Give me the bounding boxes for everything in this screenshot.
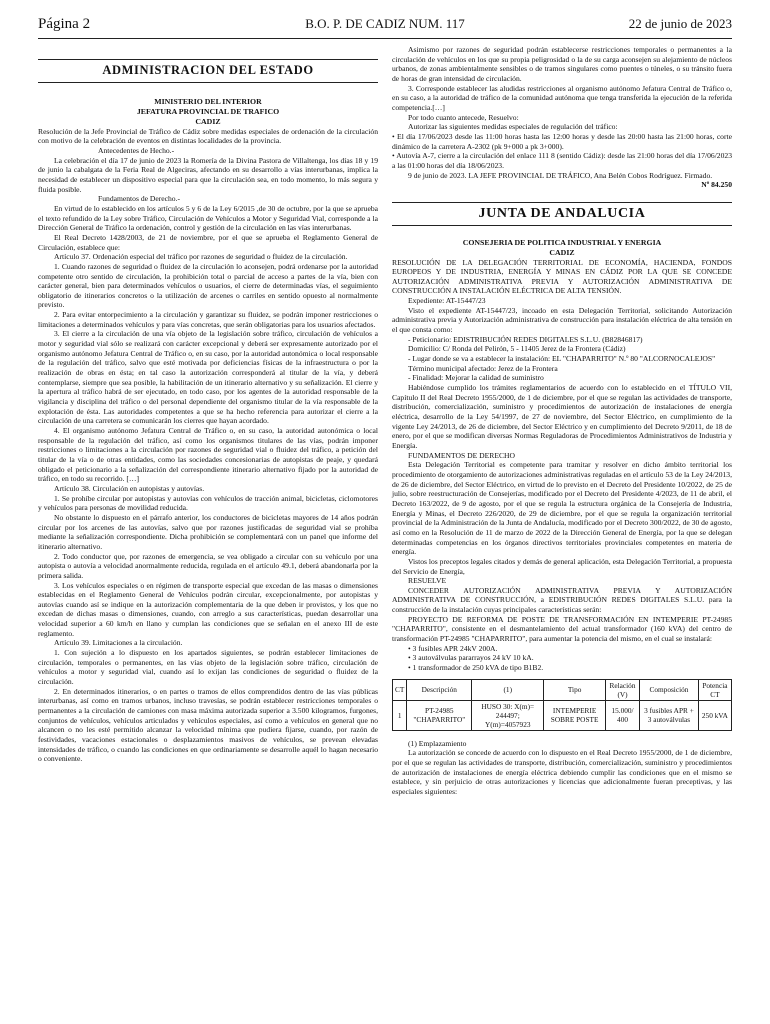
bullet-item: • 1 transformador de 250 kVA de tipo B1B2. <box>408 663 544 673</box>
office-city: CADIZ <box>195 116 221 126</box>
left-column <box>38 45 378 797</box>
paragraph: Visto el expediente AT-15447/23, incoado en esta Delegación Territorial, solicitando Autorización administrativa previa y Autorización administrativa de construcción para instalación eléctrica de alta tensión en el que consta como: <box>392 305 732 335</box>
table-header-cell: Composición <box>640 679 699 700</box>
page-number: Página 2 <box>38 16 91 32</box>
paragraph: - Lugar donde se va a establecer la instalación: EL "CHAPARRITO" N.º 80 "ALCORNOCALEJOS" <box>408 354 716 364</box>
table-cell: HUSO 30: X(m)= 244497; Y(m)=4057923 <box>472 700 544 730</box>
table-cell: 15.000/ 400 <box>605 700 639 730</box>
table-cell: 250 kVA <box>698 700 731 730</box>
table-cell: PT-24985 "CHAPARRITO" <box>407 700 472 730</box>
paragraph: Expediente: AT-15447/23 <box>408 296 486 306</box>
bullet-item: • 3 fusibles APR 24kV 200A. <box>408 643 498 653</box>
table-header-row <box>393 679 732 700</box>
paragraph: 1. Se prohíbe circular por autopistas y autovías con vehículos de tracción animal, bicicletas, ciclomotores y vehículos para personas de movilidad reducida. <box>38 493 378 513</box>
paragraph: Vistos los preceptos legales citados y demás de general aplicación, esta Delegación Territorial, a propuesta del Servicio de Energía, <box>392 556 732 576</box>
heading-fundamentos: Fundamentos de Derecho.- <box>98 194 181 204</box>
bullet-item: • El día 17/06/2023 desde las 11:00 horas hasta las 12:00 horas y desde las 20:00 hasta las 21:00 horas, corte dinámico de la carretera A-2302 (pk 9+000 a pk 3+000). <box>392 131 732 151</box>
paragraph: 1. Cuando razones de seguridad o fluidez de la circulación lo aconsejen, podrá ordenarse por la autoridad competente otro sentido de circulación, la prohibición total o parcial de acceso a partes de la vía, bien con carácter general, bien para determinados vehículos o usuarios, el cierre de determinadas vías, el seguimiento obligatorio de itinerarios concretos o la utilización de arcenes o carriles en sentido opuesto al normalmente previsto. <box>38 261 378 310</box>
article-37-heading: Artículo 37. Ordenación especial del tráfico por razones de seguridad o fluidez de la circulación. <box>54 252 348 262</box>
paragraph: (1) Emplazamiento <box>408 738 467 748</box>
paragraph: Término municipal afectado: Jerez de la Frontera <box>408 363 558 373</box>
table-header-cell: Relación (V) <box>605 679 639 700</box>
paragraph: La autorización se concede de acuerdo con lo dispuesto en el Real Decreto 1955/2000, de 1 de diciembre, por el que se regulan las actividades de transporte, distribución, comercialización, suministro y procedimientos de autorización de instalaciones de energía eléctrica debiendo cumplir las condiciones que en el mismo se establece, y sin perjuicio de otras autorizaciones y licencias que adicionalmente fueran preceptivas, y las especiales siguientes: <box>392 748 732 796</box>
content-columns <box>38 45 732 797</box>
paragraph: Esta Delegación Territorial es competente para tramitar y resolver en dicho ámbito territorial los procedimiento de otorgamiento de autorizaciones administrativas reguladas en el artículo 53 de la Ley 24/2013, de 26 de diciembre, del Sector Eléctrico, en virtud de lo previsto en el Decreto del Presidente 10/2022, de 25 de julio, sobre reestructuración de Consejerías, modificado por el Decreto del Presidente 4/2023, de 11 de abril, el Decreto 163/2022, de 9 de agosto, por el que se regula la estructura orgánica de la Consejería de Industria, Energía y Minas, el Decreto 226/2020, de 29 de diciembre, por el que se regula la organización territorial provincial de la Administración de la Junta de Andalucía, modificado por el Decreto 300/2022, de 30 de agosto, así como en la Resolución de 11 de marzo de 2022 de la Dirección General de Energía, por la que se delegan determinadas competencias en los órganos directivos territoriales provinciales competentes en materia de energía. <box>392 460 732 557</box>
ministry-title: MINISTERIO DEL INTERIOR <box>154 96 262 106</box>
article-38-heading: Artículo 38. Circulación en autopistas y autovías. <box>54 483 205 493</box>
paragraph: 1. Con sujeción a lo dispuesto en los apartados siguientes, se podrán establecer limitaciones de circulación, temporales o permanentes, en las vías objeto de la legislación sobre tráfico, circulación de vehículos a motor y seguridad vial, cuando así lo exijan las condiciones de seguridad o fluidez de la circulación. <box>38 648 378 687</box>
publication-name: B.O. P. DE CADIZ NUM. 117 <box>305 16 465 31</box>
paragraph: Habiéndose cumplido los trámites reglamentarios de acuerdo con lo establecido en el TÍTULO VII, Capítulo II del Real Decreto 1955/2000, de 1 de diciembre, por el que se regulan las actividades de transporte, distribución, comercialización, suministro y procedimientos de autorización de instalaciones de energía eléctrica, desarrollo de la Ley 54/1997, de 27 de noviembre, del Sector Eléctrico, en cumplimiento de la vigente Ley 24/2013, de 26 de diciembre, del Sector Eléctrico y en cumplimiento del Decreto 9/2011, de 18 de enero, por el que se modifican diversas Normas Reguladoras de Procedimientos Administrativos de Industria y Energía. <box>392 383 732 450</box>
transformer-table <box>392 679 732 731</box>
paragraph: 3. Los vehículos especiales o en régimen de transporte especial que excedan de las masas o dimensiones establecidas en el Reglamento General de Vehículos podrán circular, excepcionalmente, por autopistas y autovías cuando así se indique en la autorización complementaria de la que deben ir provistos, y los que no excedan de dichas masas o dimensiones, cuando, con arreglo a sus características, puedan desarrollar una velocidad superior a 60 km/h en llano y cumplan las condiciones que se señalan en el anexo III de este reglamento. <box>38 580 378 638</box>
publication-date: 22 de junio de 2023 <box>628 16 732 31</box>
heading-fundamentos-derecho: FUNDAMENTOS DE DERECHO <box>408 450 516 460</box>
council-title: CONSEJERIA DE POLITICA INDUSTRIAL Y ENERGIA <box>462 237 662 247</box>
section-title-estado: ADMINISTRACION DEL ESTADO <box>38 59 378 83</box>
heading-antecedentes: Antecedentes de Hecho.- <box>98 145 175 155</box>
paragraph: En virtud de lo establecido en los artículos 5 y 6 de la Ley 6/2015 ,de 30 de octubre, por la que se aprueba el texto refundido de la Ley sobre Tráfico, Circulación de Vehículos a Motor y Seguridad Vial, corresponde a la Dirección General de Tráfico la ordenación, control y gestión de la circulación en las vías interurbanas. <box>38 203 378 233</box>
notice-number: Nº 84.250 <box>701 180 732 190</box>
table-header-cell: Potencia CT <box>698 679 731 700</box>
paragraph: 2. En determinados itinerarios, o en partes o tramos de ellos comprendidos dentro de las vías públicas interurbanas, así como en tramos urbanos, incluso travesías, se podrán establecer restricciones temporales o permanentes a la circulación de camiones con masa máxima autorizada superior a 3.500 kilogramos, furgones, conjuntos de vehículos, vehículos articulados y vehículos especiales, así como a vehículos en general que no alcancen o no les esté permitido alcanzar la velocidad mínima que pudiera fijarse, cuando, por razón de festividades, vacaciones estacionales o desplazamientos masivos de vehículos, se prevean elevadas intensidades de tráfico, o cuando las condiciones en que ordinariamente se desarrolle aquél lo hagan necesario o conveniente. <box>38 686 378 764</box>
paragraph: - Peticionario: EDISTRIBUCIÓN REDES DIGITALES S.L.U. (B82846817) <box>408 334 643 344</box>
table-header-cell: Descripción <box>407 679 472 700</box>
paragraph: 3. Corresponde establecer las aludidas restricciones al organismo autónomo Jefatura Central de Tráfico o, en su caso, a la autoridad de tráfico de la comunidad autónoma que tenga transferida la ejecución de la referida competencia.[…] <box>392 83 732 112</box>
paragraph: - Finalidad: Mejorar la calidad de suministro <box>408 373 544 383</box>
right-column <box>392 45 732 797</box>
table-cell: 3 fusibles APR + 3 autoválvulas <box>640 700 699 730</box>
paragraph: La celebración el día 17 de junio de 2023 la Romería de la Divina Pastora de Villaltenga, los días 18 y 19 de junio la cabalgata de la Feria Real de Algeciras, afectando en su desarrollo a vías interurbanas, implica la necesidad de establecer un dispositivo especial para que la circulación sea, en todo momento, lo más segura y fluida posible. <box>38 155 378 194</box>
section-title-junta: JUNTA DE ANDALUCIA <box>392 202 732 226</box>
office-title: JEFATURA PROVINCIAL DE TRAFICO <box>136 106 280 116</box>
table-cell: 1 <box>393 700 407 730</box>
signature: 9 de junio de 2023. LA JEFE PROVINCIAL DE TRÁFICO, Ana Belén Cobos Rodríguez. Firmado. <box>408 170 713 180</box>
paragraph: PROYECTO DE REFORMA DE POSTE DE TRANSFORMACIÓN EN INTEMPERIE PT-24985 "CHAPARRITO", consistente en el desmantelamiento del actual transformador (160 kVA) del centro de transformación PT-24985 "CHAPARRITO", para aumentar la potencia del mismo, en el cual se instalará: <box>392 614 732 644</box>
page-header <box>38 14 732 39</box>
paragraph: 3. El cierre a la circulación de una vía objeto de la legislación sobre tráfico, circulación de vehículos a motor y seguridad vial sólo se realizará con carácter excepcional y deberá ser expresamente autorizado por el organismo autónomo Jefatura Central de Tráfico o, en su caso, por la autoridad autonómica o local responsable de la regulación del tráfico, salvo que esté motivada por deficiencias físicas de la infraestructura o por la realización de obras en ésta; en tal caso la autorización corresponderá al titular de la vía, y deberá contemplarse, siempre que sea posible, la habilitación de un itinerario alternativo y su señalización. El cierre y la apertura al tráfico habrá de ser ejecutado, en todo caso, por los agentes de la autoridad responsable de la vigilancia y disciplina del tráfico o del personal dependiente del organismo titular de la vía responsable de la explotación de ésta. Las autoridades competentes a que se ha hecho referencia para autorizar el cierre a la circulación de una carretera se comunicarán los cierres que hayan acordado. <box>38 329 378 426</box>
paragraph: Asimismo por razones de seguridad podrán establecerse restricciones temporales o permanentes a la circulación de vehículos en los que su propia peligrosidad o la de su carga aconsejen su alejamiento de núcleos urbanos, de zonas ambientalmente sensibles o de tramos singulares como puentes o túneles, o su tránsito fuera de horas de gran intensidad de circulación. <box>392 45 732 83</box>
paragraph: 2. Todo conductor que, por razones de emergencia, se vea obligado a circular con su vehículo por una autopista o autovía a velocidad anormalmente reducida, regulada en el artículo 49.1, deberá abandonarla por la primera salida. <box>38 551 378 580</box>
article-39-heading: Artículo 39. Limitaciones a la circulación. <box>54 638 183 648</box>
resolution-intro: Resolución de la Jefe Provincial de Tráfico de Cádiz sobre medidas especiales de ordenación de la circulación con motivo de la celebración de eventos en distintas localidades de la provincia. <box>38 126 378 146</box>
council-city: CADIZ <box>549 247 575 257</box>
paragraph: Domicilio: C/ Ronda del Pelirón, 5 - 11405 Jerez de la Frontera (Cádiz) <box>408 344 626 354</box>
table-header-cell: (1) <box>472 679 544 700</box>
table-cell: INTEMPERIE SOBRE POSTE <box>544 700 606 730</box>
paragraph: El Real Decreto 1428/2003, de 21 de noviembre, por el que se aprueba el Reglamento General de Circulación, establece que: <box>38 232 378 252</box>
table-header-cell: Tipo <box>544 679 606 700</box>
table-header-cell: CT <box>393 679 407 700</box>
paragraph: CONCEDER AUTORIZACIÓN ADMINISTRATIVA PREVIA Y AUTORIZACIÓN ADMINISTRATIVA DE CONSTRUCCIÓN, a EDISTRIBUCIÓN REDES DIGITALES S.L.U. para la construcción de la instalación cuyas principales características serán: <box>392 585 732 615</box>
resolution-title: RESOLUCIÓN DE LA DELEGACIÓN TERRITORIAL DE ECONOMÍA, HACIENDA, FONDOS EUROPEOS Y DE INDUSTRIA, ENERGÍA Y MINAS EN CÁDIZ POR LA QUE SE CONCEDE AUTORIZACIÓN ADMINISTRATIVA PREVIA Y AUTORIZACIÓN ADMINISTRATIVA DE CONSTRUCCIÓN A INSTALACIÓN ELÉCTRICA DE ALTA TENSIÓN. <box>392 257 732 296</box>
bullet-item: • 3 autoválvulas pararrayos 24 kV 10 kA. <box>408 653 534 663</box>
paragraph: 4. El organismo autónomo Jefatura Central de Tráfico o, en su caso, la autoridad autonómica o local responsable de la regulación del tráfico, así como los organismos titulares de las vías, podrán imponer restricciones o limitaciones a la circulación por razones de seguridad vial o fluidez del tráfico, a petición del titular de la vía o de otras entidades, como las sociedades concesionarias de autopistas de peaje, y quedará obligado el peticionario a la señalización del correspondiente itinerario alternativo fijado por la autoridad de tráfico, en todo su recorrido. […] <box>38 426 378 484</box>
paragraph: 2. Para evitar entorpecimiento a la circulación y garantizar su fluidez, se podrán imponer restricciones o limitaciones a determinados vehículos y para vías concretas, que serán obligatorias para los usuarios afectados. <box>38 310 378 329</box>
bullet-item: • Autovía A-7, cierre a la circulación del enlace 111 8 (sentido Cádiz): desde las 21:00 horas del día 17/06/2023 a las 01:00 horas del día 18/06/2023. <box>392 151 732 170</box>
paragraph: Por todo cuanto antecede, Resuelvo: <box>408 112 519 122</box>
heading-resuelve: RESUELVE <box>408 576 447 586</box>
table-row <box>393 700 732 730</box>
paragraph: No obstante lo dispuesto en el párrafo anterior, los conductores de bicicletas mayores de 14 años podrán circular por los arcenes de las autovías, salvo que por razones justificadas de seguridad vial se prohíba mediante la señalización correspondiente. Dicha prohibición se complementará con un panel que informe del itinerario alternativo. <box>38 512 378 551</box>
paragraph: Autorizar las siguientes medidas especiales de regulación del tráfico: <box>408 122 618 132</box>
